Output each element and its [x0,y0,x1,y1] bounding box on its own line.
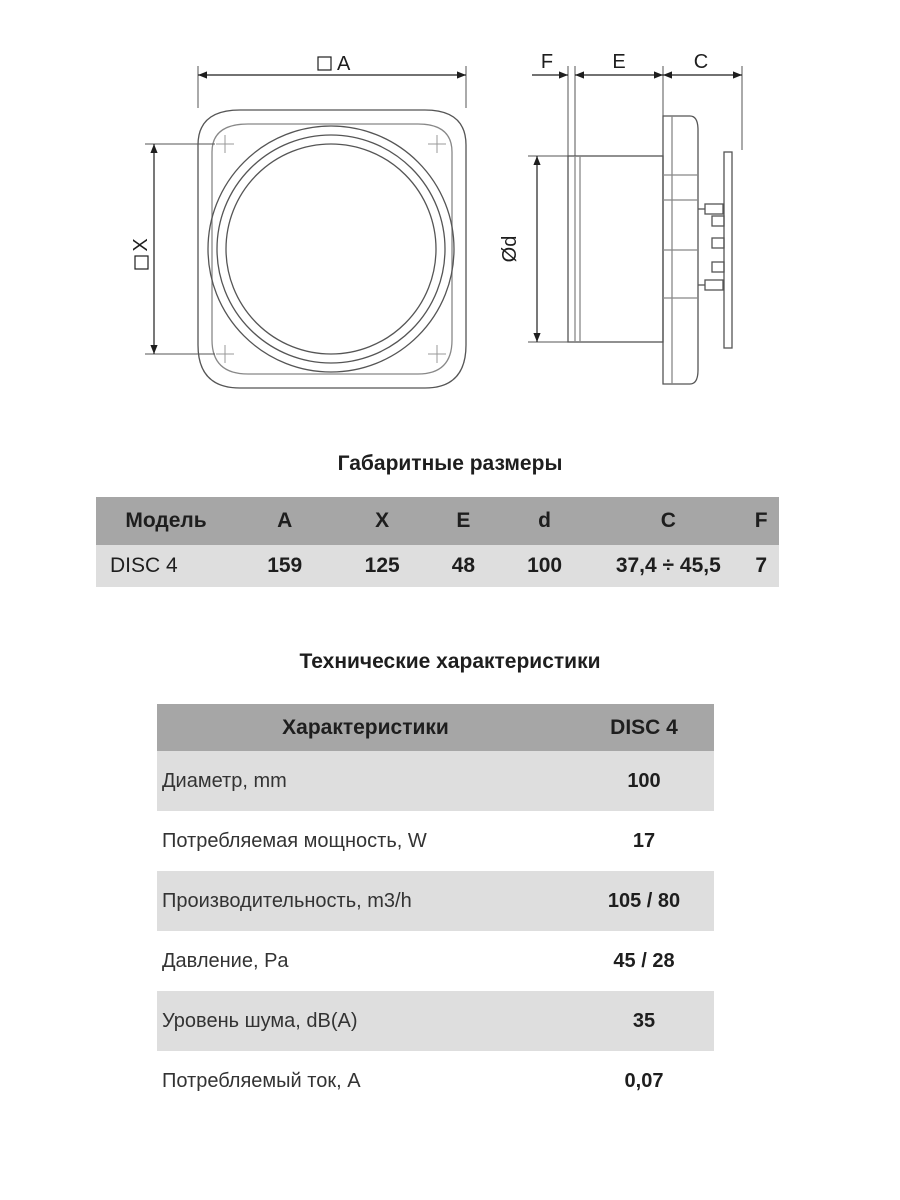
dimensions-title: Габаритные размеры [337,452,563,475]
specs-title: Технические характеристики [299,650,601,673]
spec-name: Уровень шума, dB(A) [157,991,574,1051]
dimensions-header-e: E [431,497,496,545]
dimensions-cell-c: 37,4 ÷ 45,5 [593,545,743,587]
spec-value: 105 / 80 [574,871,714,931]
dimensions-header-f: F [743,497,779,545]
side-label-c: C [693,51,709,73]
side-label-e: E [612,51,626,73]
dimensions-cell-model: DISC 4 [96,545,236,587]
dimensions-cell-f: 7 [743,545,779,587]
technical-drawing [0,0,900,420]
specs-header-model: DISC 4 [574,704,714,751]
specs-header-name: Характеристики [157,704,574,751]
dimensions-cell-x: 125 [333,545,430,587]
front-width-label: A [337,53,351,75]
spec-value: 45 / 28 [613,949,675,972]
table-row [157,991,714,1051]
side-label-f: F [540,51,554,73]
spec-value: 0,07 [624,1069,664,1092]
spec-name: Диаметр, mm [157,751,574,811]
dimensions-cell-d: 100 [496,545,593,587]
table-row [157,931,714,991]
dimensions-header-x: X [333,497,430,545]
table-row [157,811,714,871]
table-row [96,545,779,587]
side-diameter-label: Ød [499,235,521,263]
specs-header-row [157,704,714,751]
table-row [157,1051,714,1111]
dimensions-header-model: Модель [96,497,236,545]
front-height-label: X [130,238,152,252]
dimensions-cell-e: 48 [431,545,496,587]
spec-name: Потребляемый ток, A [162,1069,361,1092]
dimensions-header-row [96,497,779,545]
dimensions-header-c: C [593,497,743,545]
spec-value: 17 [632,829,656,852]
dimensions-header-d: d [496,497,593,545]
front-view [135,57,466,388]
table-row [157,751,714,811]
dimensions-header-a: A [236,497,333,545]
dimensions-cell-a: 159 [236,545,333,587]
spec-name: Производительность, m3/h [157,871,574,931]
spec-value: 35 [574,991,714,1051]
spec-name: Потребляемая мощность, W [162,829,427,852]
table-row [157,871,714,931]
spec-name: Давление, Pa [162,949,289,972]
specs-table [157,704,714,1111]
spec-value: 100 [574,751,714,811]
side-view [528,66,742,384]
dimensions-table [96,497,779,587]
